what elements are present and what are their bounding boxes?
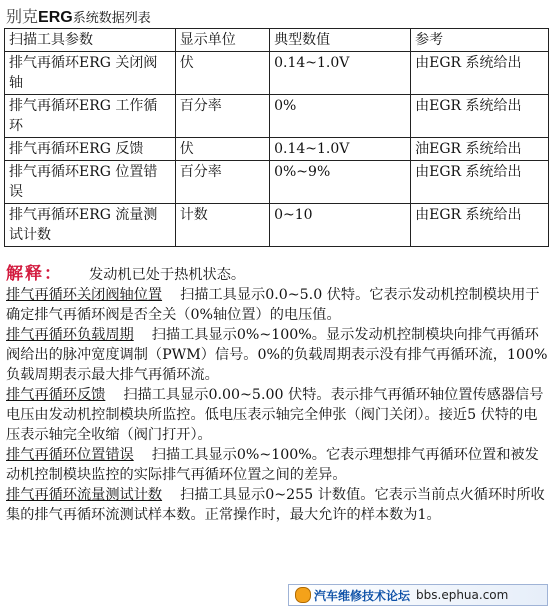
cell-param: 排气再循环ERG 流量测试计数 (5, 204, 176, 247)
cell-typical: 0.14~1.0V (270, 52, 411, 95)
cell-reference: 由EGR 系统给出 (411, 95, 549, 138)
explanation-heading: 解释： (6, 264, 63, 284)
cell-reference: 由EGR 系统给出 (411, 52, 549, 95)
explanation-term: 排气再循环反馈 (6, 387, 106, 403)
explanation-item (6, 385, 548, 445)
cell-param: 排气再循环ERG 位置错误 (5, 161, 176, 204)
header-typical: 典型数值 (270, 29, 411, 52)
table-row (5, 138, 549, 161)
explanation-term: 排气再循环流量测试计数 (6, 487, 163, 503)
explanation-item (6, 285, 548, 325)
explanation-term: 排气再循环位置错误 (6, 447, 134, 463)
table-header-row (5, 29, 549, 52)
cell-unit: 百分率 (175, 161, 269, 204)
explanation-term: 排气再循环负载周期 (6, 327, 134, 343)
title-brand: ERG (38, 9, 73, 26)
forum-watermark (288, 584, 548, 606)
table-row (5, 161, 549, 204)
header-param: 扫描工具参数 (5, 29, 176, 52)
forum-brand: 汽车维修技术论坛 (314, 588, 411, 603)
cell-param: 排气再循环ERG 关闭阀轴 (5, 52, 176, 95)
explanation-intro (6, 264, 548, 285)
explanation-text: 扫描工具显示0.00~5.00 伏特。表示排气再循环轴位置传感器信号电压由发动机控制模块所监控。低电压表示轴完全伸张（阀门关闭）。接近5 伏特的电压表示轴完全收缩（阀门打开）。 (6, 387, 544, 443)
title-suffix: 系统数据列表 (72, 11, 151, 26)
table-row (5, 95, 549, 138)
forum-url: bbs.ephua.com (416, 588, 509, 602)
explanation-section (6, 264, 548, 525)
cell-typical: 0~10 (270, 204, 411, 247)
header-unit: 显示单位 (175, 29, 269, 52)
cell-typical: 0%~9% (270, 161, 411, 204)
cell-param: 排气再循环ERG 工作循环 (5, 95, 176, 138)
cell-reference: 油EGR 系统给出 (411, 138, 549, 161)
cell-unit: 伏 (175, 138, 269, 161)
explanation-text: 扫描工具显示0~255 计数值。它表示当前点火循环时所收集的排气再循环流测试样本数。正常操作时，最大允许的样本数为1。 (6, 487, 545, 523)
cell-typical: 0% (270, 95, 411, 138)
cell-param: 排气再循环ERG 反馈 (5, 138, 176, 161)
header-reference: 参考 (411, 29, 549, 52)
explanation-item (6, 485, 548, 525)
table-row (5, 204, 549, 247)
explanation-text: 扫描工具显示0%~100%。它表示理想排气再循环位置和被发动机控制模块监控的实际排气再循环位置之间的差异。 (6, 447, 539, 483)
cell-reference: 由EGR 系统给出 (411, 161, 549, 204)
cell-unit: 计数 (175, 204, 269, 247)
erg-data-table (4, 28, 549, 247)
title-prefix: 别克 (6, 7, 39, 26)
cell-unit: 伏 (175, 52, 269, 95)
cell-reference: 由EGR 系统给出 (411, 204, 549, 247)
cell-typical: 0.14~1.0V (270, 138, 411, 161)
cell-unit: 百分率 (175, 95, 269, 138)
page-title (6, 4, 151, 27)
explanation-lead: 发动机已处于热机状态。 (89, 267, 246, 283)
explanation-text: 扫描工具显示0%~100%。显示发动机控制模块向排气再循环阀给出的脉冲宽度调制（PWM）信号。0%的负载周期表示没有排气再循环流，100%负载周期表示最大排气再循环流。 (6, 327, 548, 383)
table-row (5, 52, 549, 95)
explanation-item (6, 445, 548, 485)
explanation-text: 扫描工具显示0.0~5.0 伏特。它表示发动机控制模块用于确定排气再循环阀是否全关（0%轴位置）的电压值。 (6, 287, 540, 323)
forum-logo-icon (295, 587, 311, 603)
explanation-term: 排气再循环关闭阀轴位置 (6, 287, 163, 303)
explanation-item (6, 325, 548, 385)
